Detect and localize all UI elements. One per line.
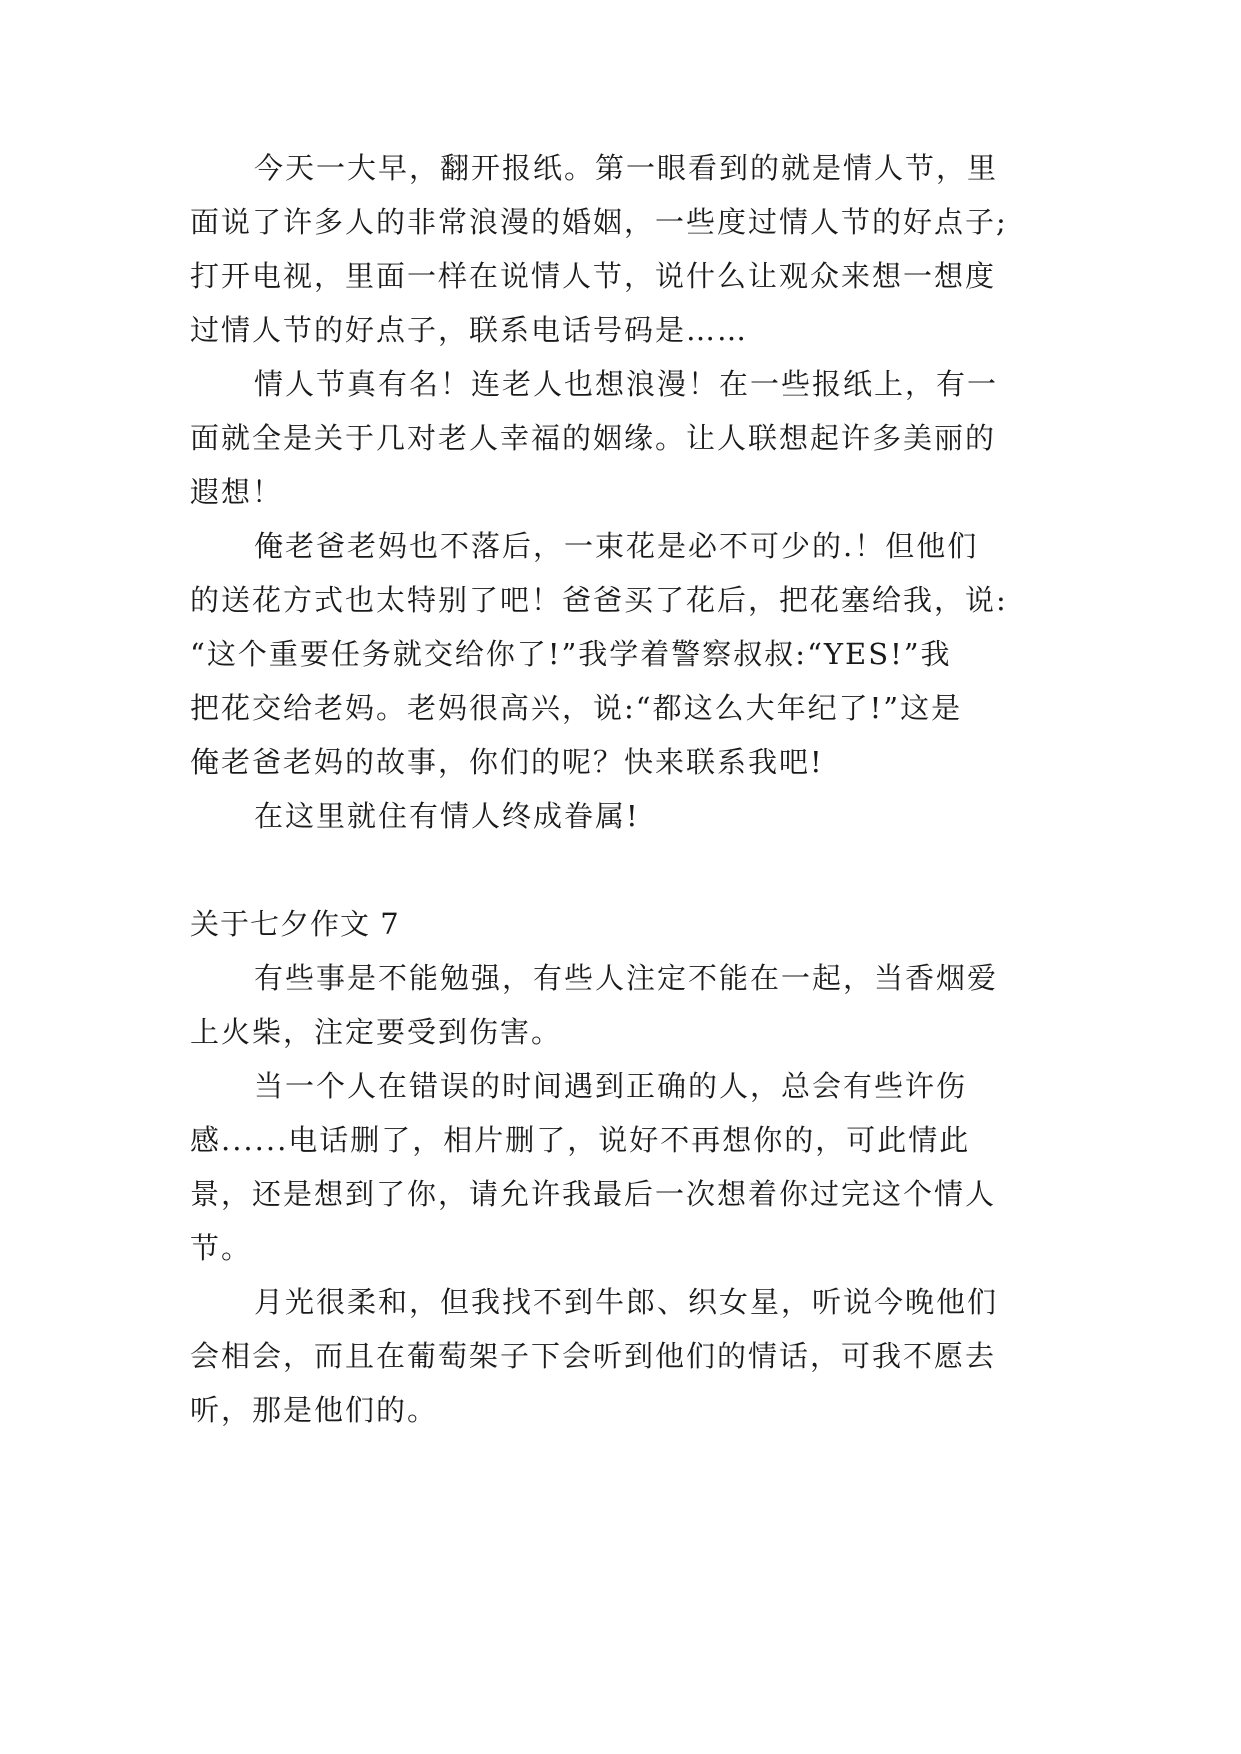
paragraph-6-line-3: 景，还是想到了你，请允许我最后一次想着你过完这个情人: [190, 1177, 997, 1211]
paragraph-4-line-1: 在这里就住有情人终成眷属!: [254, 799, 640, 833]
paragraph-5-line-1: 有些事是不能勉强，有些人注定不能在一起，当香烟爱: [254, 961, 999, 995]
paragraph-1-line-3: 打开电视，里面一样在说情人节，说什么让观众来想一想度: [190, 259, 997, 293]
paragraph-3-line-2: 的送花方式也太特别了吧！爸爸买了花后，把花塞给我，说:: [190, 583, 1008, 617]
paragraph-7-line-3: 听，那是他们的。: [190, 1393, 439, 1427]
paragraph-3-line-3: “这个重要任务就交给你了!”我学着警察叔叔:“YES!”我: [190, 637, 952, 671]
paragraph-1-line-2: 面说了许多人的非常浪漫的婚姻，一些度过情人节的好点子;: [190, 205, 1008, 239]
paragraph-6-line-4: 节。: [190, 1231, 253, 1265]
paragraph-1-line-4: 过情人节的好点子，联系电话号码是……: [190, 313, 749, 347]
paragraph-3-line-1: 俺老爸老妈也不落后，一束花是必不可少的.！但他们: [254, 529, 979, 563]
paragraph-6-line-2: 感......电话删了，相片删了，说好不再想你的，可此情此: [190, 1123, 971, 1157]
paragraph-3-line-4: 把花交给老妈。老妈很高兴，说:“都这么大年纪了!”这是: [190, 691, 963, 725]
section-heading: 关于七夕作文 7: [190, 907, 400, 941]
paragraph-2-line-1: 情人节真有名！连老人也想浪漫！在一些报纸上，有一: [254, 367, 999, 401]
paragraph-7-line-1: 月光很柔和，但我找不到牛郎、织女星，听说今晚他们: [254, 1285, 999, 1319]
paragraph-6-line-1: 当一个人在错误的时间遇到正确的人，总会有些许伤: [254, 1069, 968, 1103]
paragraph-7-line-2: 会相会，而且在葡萄架子下会听到他们的情话，可我不愿去: [190, 1339, 997, 1373]
paragraph-2-line-3: 遐想！: [190, 475, 284, 509]
paragraph-2-line-2: 面就全是关于几对老人幸福的姻缘。让人联想起许多美丽的: [190, 421, 997, 455]
paragraph-5-line-2: 上火柴，注定要受到伤害。: [190, 1015, 563, 1049]
paragraph-3-line-5: 俺老爸老妈的故事，你们的呢？快来联系我吧!: [190, 745, 824, 779]
paragraph-1-line-1: 今天一大早，翻开报纸。第一眼看到的就是情人节，里: [254, 151, 999, 185]
